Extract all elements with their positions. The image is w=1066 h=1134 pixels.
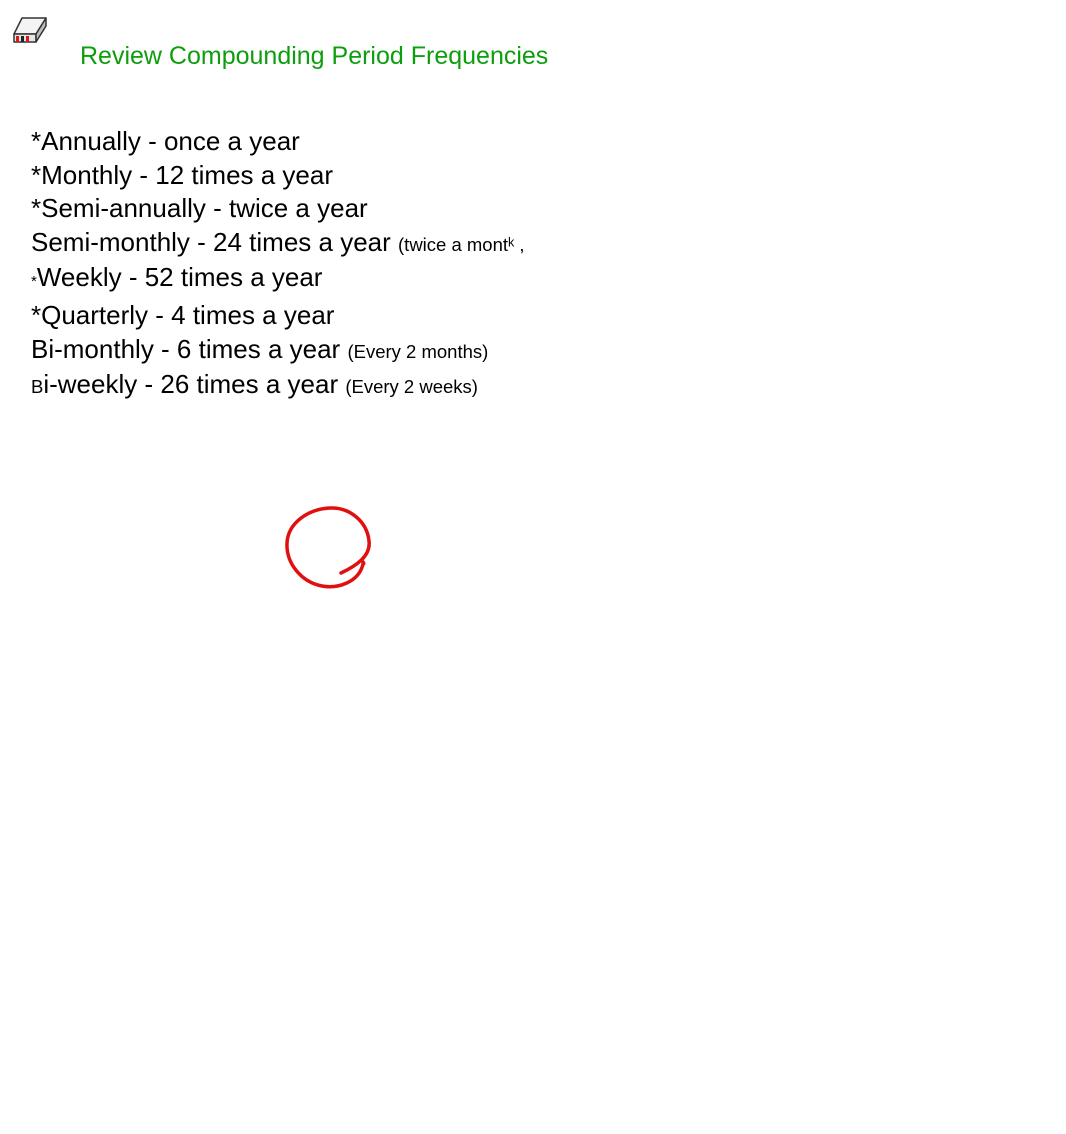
list-item-text: Semi-monthly - 24 times a year [31,226,399,257]
list-item-text: *Quarterly - 4 times a year [31,299,335,330]
page-title: Review Compounding Period Frequencies [80,42,549,70]
list-item-note: (Every 2 months) [347,340,489,362]
eraser-icon[interactable] [12,14,48,48]
list-item-monthly [31,159,525,193]
list-item-annually [31,125,525,159]
list-item-text: Bi-monthly - 6 times a year [31,333,348,364]
list-item-semi-annually [31,192,525,226]
list-item-note: (Every 2 weeks) [345,376,478,398]
ink-stroke [287,508,369,587]
list-item-star: * [31,273,37,291]
frequency-list [31,125,525,404]
list-item-prefix: B [31,376,44,398]
list-item-text: *Monthly - 12 times a year [31,159,334,190]
ink-circle-annotation [280,500,380,595]
list-item-note: (twice a montᵏ , [398,233,525,255]
list-item-bi-weekly [31,368,525,404]
list-item-text: i-weekly - 26 times a year [43,369,346,400]
list-item-quarterly [31,299,525,333]
list-item-text: Weekly - 52 times a year [36,262,323,293]
list-item-text: *Annually - once a year [31,126,300,156]
list-item-semi-monthly [31,226,525,262]
list-item-weekly [31,261,525,299]
list-item-text: *Semi-annually - twice a year [31,193,368,224]
list-item-bi-monthly [31,333,525,369]
